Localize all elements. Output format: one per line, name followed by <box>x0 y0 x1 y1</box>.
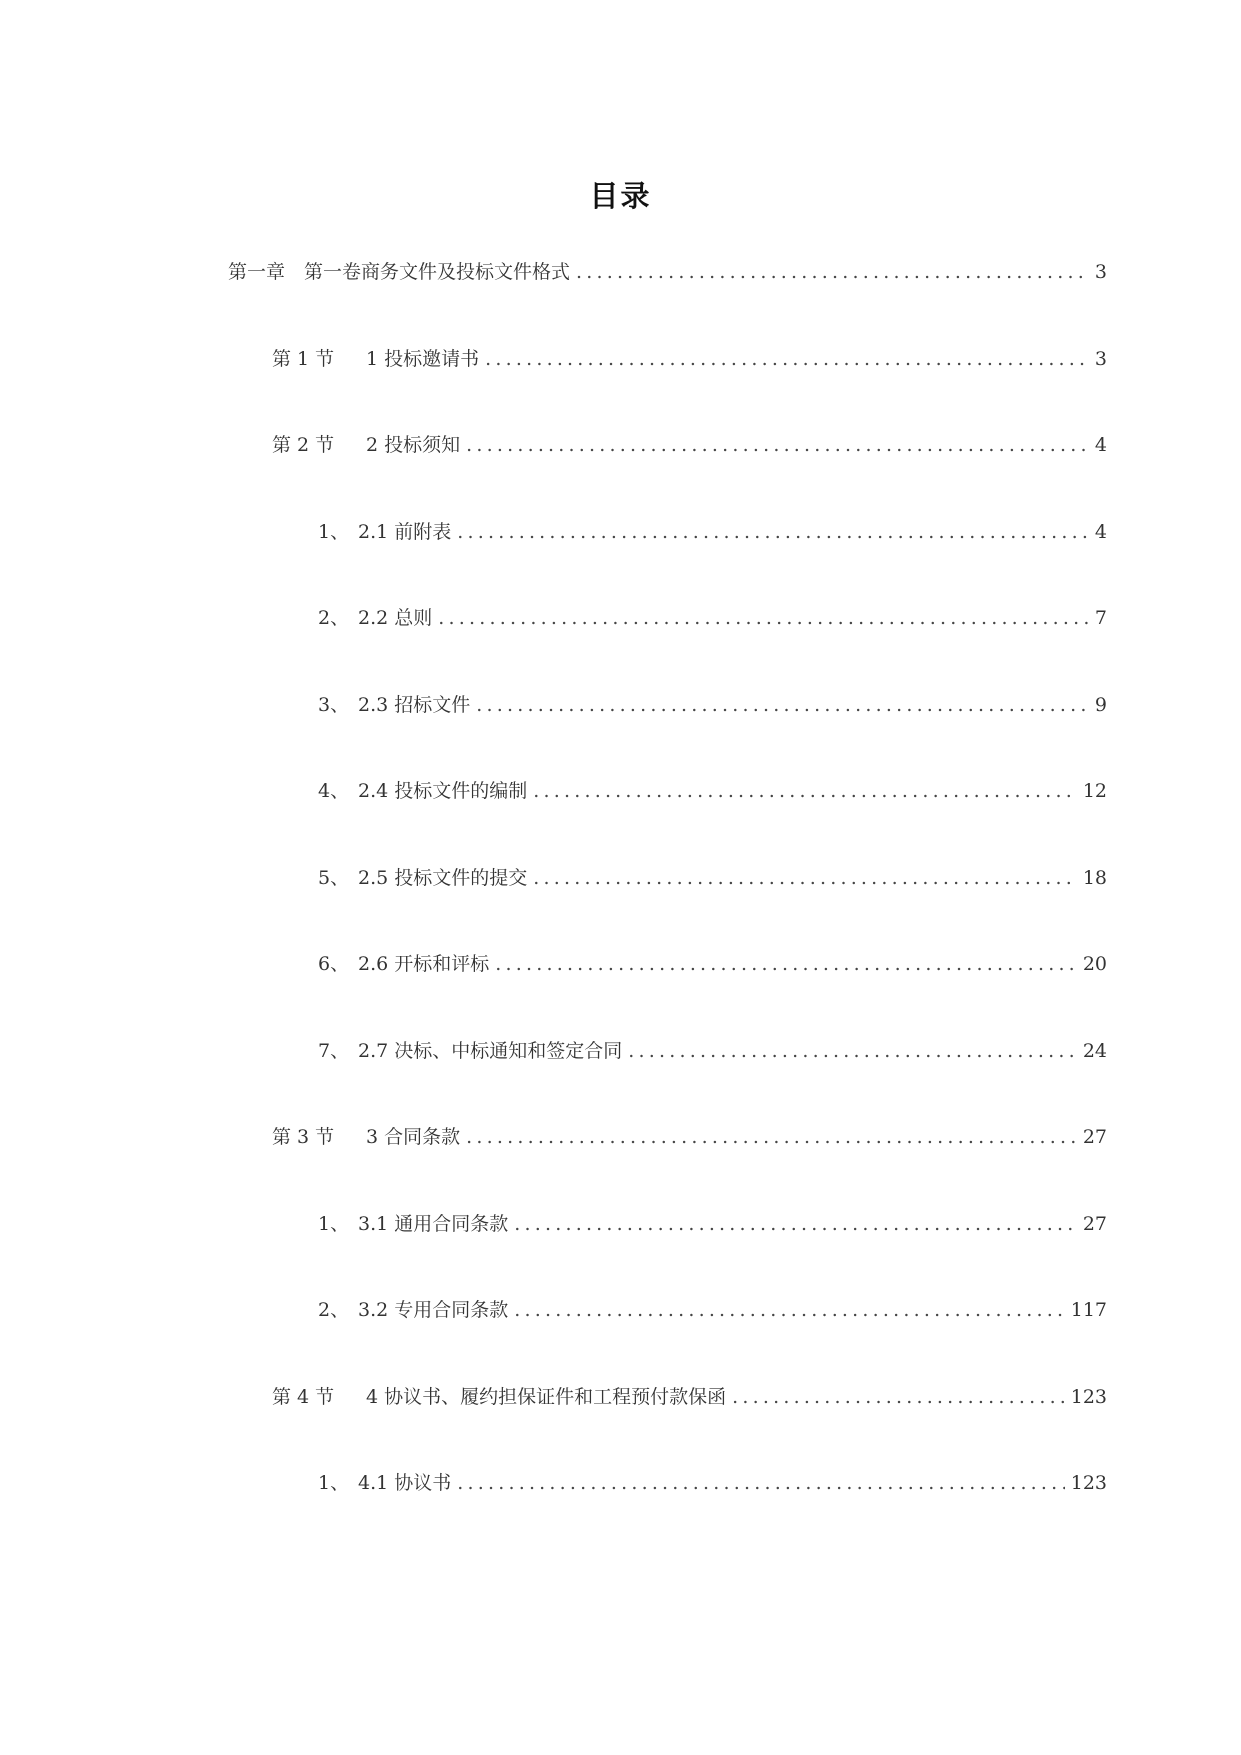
toc-dot-leader <box>457 1468 1064 1498</box>
toc-entry[interactable] <box>318 1295 1107 1325</box>
toc-dot-leader <box>438 603 1089 633</box>
toc-entry-title: 3.1 通用合同条款 <box>358 1212 509 1235</box>
toc-dot-leader <box>576 257 1089 287</box>
toc-entry-number: 5、 <box>318 866 350 889</box>
toc-entry-page-number: 3 <box>1094 261 1107 283</box>
toc-entry[interactable] <box>272 1382 1107 1412</box>
toc-entry-page-number: 18 <box>1082 866 1107 889</box>
toc-dot-leader <box>476 690 1089 720</box>
toc-entry-number: 6、 <box>318 953 350 975</box>
toc-dot-leader <box>533 863 1077 893</box>
toc-entry-number: 2、 <box>318 607 350 629</box>
toc-dot-leader <box>533 776 1077 806</box>
toc-dot-leader <box>457 517 1089 547</box>
toc-entry[interactable] <box>318 690 1107 720</box>
toc-entry-title: 2.1 前附表 <box>358 520 452 543</box>
toc-entry-number: 第一章 <box>228 261 286 283</box>
toc-entry-page-number: 123 <box>1070 1472 1107 1494</box>
toc-entry-title: 2.7 决标、中标通知和签定合同 <box>358 1039 623 1062</box>
toc-entry[interactable] <box>228 257 1107 287</box>
toc-entry-title: 2.6 开标和评标 <box>358 953 490 975</box>
toc-entry[interactable] <box>272 1122 1107 1152</box>
toc-entry[interactable] <box>318 603 1107 633</box>
toc-dot-leader <box>495 949 1077 979</box>
toc-entry-number: 4、 <box>318 780 350 802</box>
toc-entry[interactable] <box>318 1036 1107 1066</box>
toc-dot-leader <box>466 1122 1077 1152</box>
toc-entry-page-number: 12 <box>1082 780 1107 802</box>
toc-dot-leader <box>514 1209 1077 1239</box>
toc-entry-page-number: 4 <box>1094 520 1107 543</box>
toc-entry[interactable] <box>318 1468 1107 1498</box>
toc-entry-number: 7、 <box>318 1039 350 1062</box>
toc-entry-page-number: 7 <box>1094 607 1107 629</box>
toc-entry-page-number: 24 <box>1082 1039 1107 1062</box>
toc-entry[interactable] <box>318 776 1107 806</box>
toc-entry-number: 1、 <box>318 1212 350 1235</box>
toc-entry-number: 1、 <box>318 520 350 543</box>
toc-entry-number: 3、 <box>318 693 350 716</box>
toc-entry[interactable] <box>272 344 1107 374</box>
toc-entry[interactable] <box>272 430 1107 460</box>
toc-entry[interactable] <box>318 949 1107 979</box>
toc-entry-number: 第 1 节 <box>272 347 335 370</box>
toc-entry-title: 2.5 投标文件的提交 <box>358 866 528 889</box>
toc-entry-page-number: 27 <box>1082 1212 1107 1235</box>
toc-entry-title: 2 投标须知 <box>366 434 461 456</box>
toc-entry-title: 4 协议书、履约担保证件和工程预付款保函 <box>366 1385 727 1408</box>
toc-dot-leader <box>628 1036 1077 1066</box>
toc-dot-leader <box>485 344 1089 374</box>
toc-entry-page-number: 117 <box>1070 1299 1107 1321</box>
toc-entry-title: 1 投标邀请书 <box>366 347 480 370</box>
toc-entry-page-number: 4 <box>1094 434 1107 456</box>
toc-entry[interactable] <box>318 863 1107 893</box>
toc-entry[interactable] <box>318 517 1107 547</box>
toc-entry[interactable] <box>318 1209 1107 1239</box>
toc-entry-number: 第 2 节 <box>272 434 335 456</box>
toc-entry-title: 3 合同条款 <box>366 1126 461 1148</box>
toc-entry-page-number: 123 <box>1070 1385 1107 1408</box>
toc-entry-title: 2.3 招标文件 <box>358 693 471 716</box>
toc-entry-page-number: 3 <box>1094 347 1107 370</box>
toc-dot-leader <box>514 1295 1064 1325</box>
toc-entry-title: 2.4 投标文件的编制 <box>358 780 528 802</box>
toc-entry-number: 2、 <box>318 1299 350 1321</box>
toc-entry-page-number: 27 <box>1082 1126 1107 1148</box>
toc-entry-number: 第 4 节 <box>272 1385 335 1408</box>
toc-entry-title: 3.2 专用合同条款 <box>358 1299 509 1321</box>
toc-title: 目录 <box>589 179 652 213</box>
toc-entry-number: 1、 <box>318 1472 350 1494</box>
toc-entry-title: 第一卷商务文件及投标文件格式 <box>304 261 571 283</box>
toc-entry-page-number: 9 <box>1094 693 1107 716</box>
toc-entry-title: 4.1 协议书 <box>358 1472 452 1494</box>
toc-dot-leader <box>732 1382 1065 1412</box>
toc-entry-number: 第 3 节 <box>272 1126 335 1148</box>
toc-entry-page-number: 20 <box>1082 953 1107 975</box>
toc-dot-leader <box>466 430 1089 460</box>
toc-entry-title: 2.2 总则 <box>358 607 433 629</box>
